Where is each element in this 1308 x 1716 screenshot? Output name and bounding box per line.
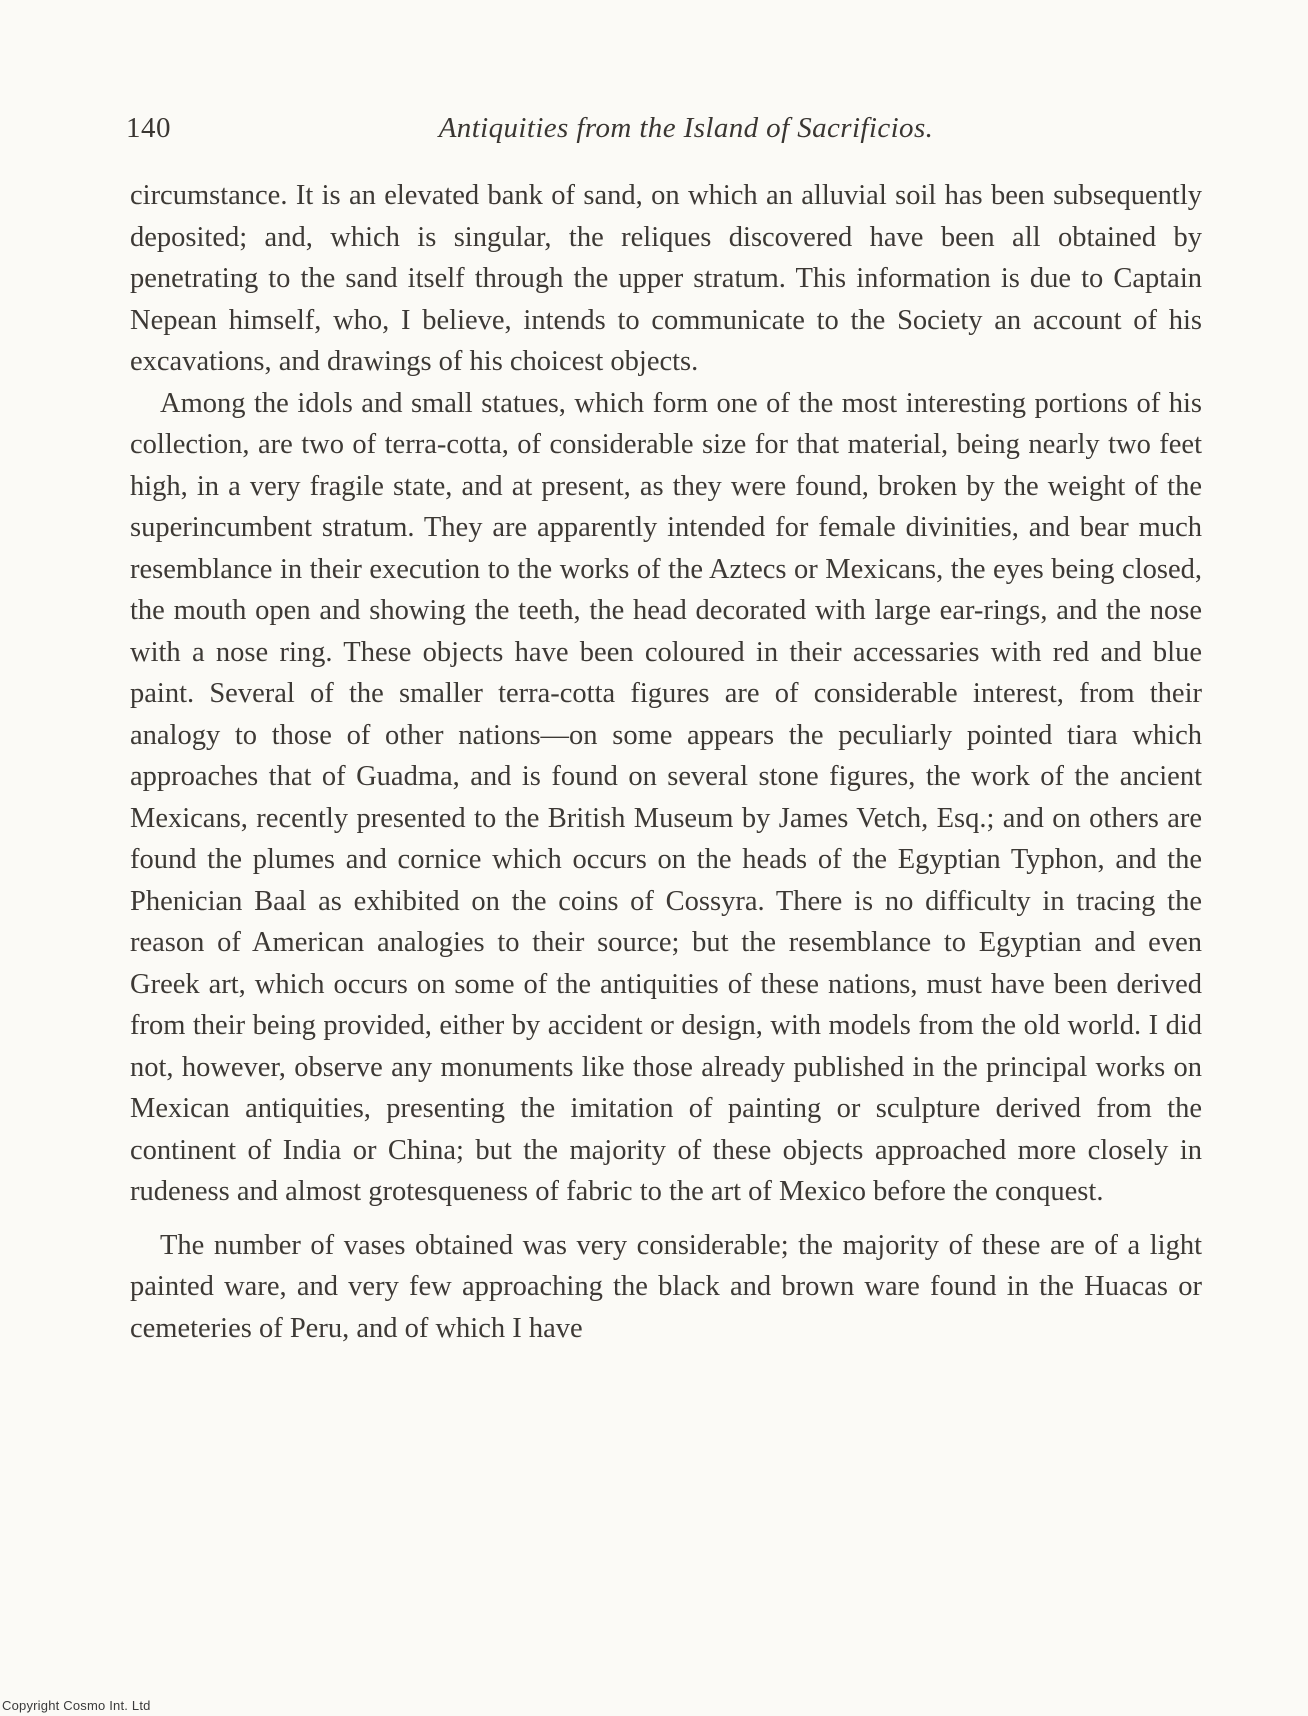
paragraph-vases: The number of vases obtained was very considerable; the majority of these are of a light painted ware, and very few approaching the black and brown ware found in the Huacas or cemeteries of Peru, and of which I have: [130, 1229, 1202, 1344]
page-number: 140: [126, 112, 171, 144]
page-header: [126, 112, 1206, 152]
copyright-notice: Copyright Cosmo Int. Ltd: [2, 1698, 151, 1713]
paragraph-idols: Among the idols and small statues, which form one of the most interesting portions of his collection, are two of terra-cotta, of considerable size for that material, being nearly two feet high, in a very fragile state, and at present, as they were found, broken by the weight of the superincumbent stratum. They are apparently intended for female divinities, and bear much resemblance in their execution to the works of the Aztecs or Mexicans, the eyes being closed, the mouth open and showing the teeth, the head decorated with large ear-rings, and the nose with a nose ring. These objects have been coloured in their accessaries with red and blue paint. Several of the smaller terra-cotta figures are of considerable interest, from their analogy to those of other nations—on some appears the peculiarly pointed tiara which approaches that of Guadma, and is found on several stone figures, the work of the ancient Mexicans, recently presented to the British Museum by James Vetch, Esq.; and on others are found the plumes and cornice which occurs on the heads of the Egyptian Typhon, and the Phenician Baal as exhibited on the coins of Cossyra. There is no difficulty in tracing the reason of American analogies to their source; but the resemblance to Egyptian and even Greek art, which occurs on some of the antiquities of these nations, must have been derived from their being provided, either by accident or design, with models from the old world. I did not, however, observe any monuments like those already published in the principal works on Mexican antiquities, presenting the imitation of painting or sculpture derived from the continent of India or China; but the majority of these objects approached more closely in rudeness and almost grotesqueness of fabric to the art of Mexico before the conquest.: [130, 387, 1202, 1207]
running-title: Antiquities from the Island of Sacrificios.: [438, 112, 934, 144]
paragraph-continuation: circumstance. It is an elevated bank of sand, on which an alluvial soil has been subsequently deposited; and, which is singular, the reliques discovered have been all obtained by penetrating to the sand itself through the upper stratum. This information is due to Captain Nepean himself, who, I believe, intends to communicate to the Society an account of his excavations, and drawings of his choicest objects.: [130, 180, 1202, 377]
body-text: [130, 175, 1202, 1349]
